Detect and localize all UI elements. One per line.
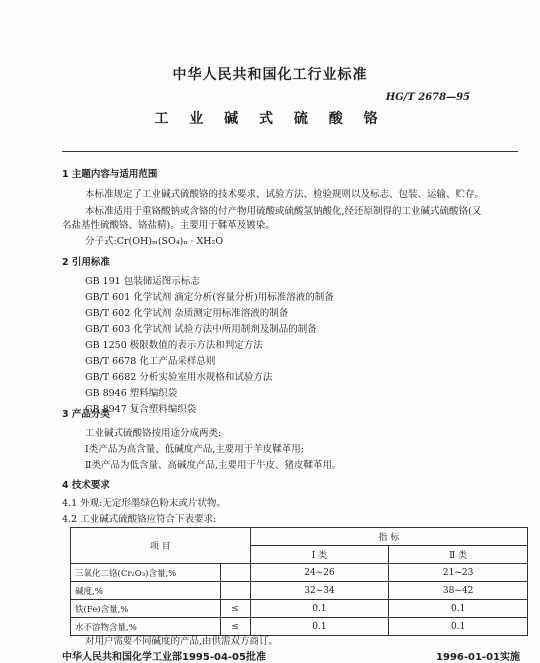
header-divider: [62, 151, 518, 152]
requirement-4-2: 4.2 工业碱式硫酸铬应符合下表要求:: [62, 514, 217, 525]
table-header-class-1: Ⅰ 类: [250, 546, 389, 564]
section-1-paragraph-1: 本标准规定了工业碱式硫酸铬的技术要求、试验方法、检验规则以及标志、包装、运输、贮存。: [85, 189, 485, 200]
reference-item: GB 8946 塑料编织袋: [85, 388, 178, 399]
table-header-index: 指 标: [250, 528, 527, 546]
table-header-class-2: Ⅱ 类: [389, 546, 528, 564]
row-value-class-1: 24~26: [250, 564, 389, 582]
implementation-date: 1996-01-01实施: [436, 652, 520, 663]
reference-item: GB/T 6682 分析实验室用水规格和试验方法: [85, 372, 273, 383]
reference-item: GB/T 603 化学试剂 试验方法中所用制剂及制品的制备: [85, 324, 317, 335]
row-value-class-2: 0.1: [389, 618, 528, 636]
class-2-description: Ⅱ类产品为低含量、高碱度产品,主要用于牛皮、猪皮鞣革用。: [85, 460, 342, 471]
approval-line: 中华人民共和国化学工业部1995-04-05批准: [62, 652, 266, 663]
reference-item: GB/T 6678 化工产品采样总则: [85, 356, 216, 367]
row-operator: ≤: [220, 600, 250, 618]
row-name: 水不溶物含量,%: [71, 618, 221, 636]
row-value-class-2: 0.1: [389, 600, 528, 618]
section-4-heading: 4 技术要求: [62, 480, 110, 491]
reference-item: GB/T 602 化学试剂 杂质测定用标准溶液的制备: [85, 308, 289, 319]
requirements-table: [70, 527, 528, 636]
table-row: [71, 600, 528, 618]
standard-org-title: 中华人民共和国化工行业标准: [172, 67, 368, 83]
row-value-class-2: 21~23: [389, 564, 528, 582]
table-header-item: 项 目: [71, 528, 251, 564]
reference-item: GB/T 601 化学试剂 滴定分析(容量分析)用标准溶液的制备: [85, 292, 334, 303]
row-value-class-2: 38~42: [389, 582, 528, 600]
row-operator: [220, 564, 250, 582]
section-2-heading: 2 引用标准: [62, 257, 110, 268]
molecular-formula: 分子式:Cr(OH)ₘ(SO₄)ₙ · XH₂O: [85, 236, 224, 247]
row-value-class-1: 0.1: [250, 618, 389, 636]
row-value-class-1: 32~34: [250, 582, 389, 600]
class-1-description: Ⅰ类产品为高含量、低碱度产品,主要用于羊皮鞣革用;: [85, 444, 304, 455]
section-1-heading: 1 主题内容与适用范围: [62, 169, 158, 180]
section-1-paragraph-2a: 本标准适用于重铬酸钠或含铬的付产物用硫酸或硫酸氢钠酸化,经还原制得的工业碱式硫酸铬(又: [85, 206, 482, 217]
reference-item: GB 8947 复合塑料编织袋: [85, 404, 197, 415]
row-value-class-1: 0.1: [250, 600, 389, 618]
row-name: 铁(Fe)含量,%: [71, 600, 221, 618]
reference-item: GB 1250 极限数值的表示方法和判定方法: [85, 340, 263, 351]
row-operator: [220, 582, 250, 600]
row-name: 三氧化二铬(Cr₂O₃)含量,%: [71, 564, 221, 582]
section-3-paragraph: 工业碱式硫酸铬按用途分成两类:: [85, 428, 222, 439]
standard-code: HG/T 2678—95: [385, 92, 470, 103]
table-note: 对用户需要不同碱度的产品,由供需双方商订。: [85, 636, 279, 647]
table-row: [71, 582, 528, 600]
section-3-heading: 3 产品分类: [62, 409, 110, 420]
row-operator: ≤: [220, 618, 250, 636]
document-title: 工 业 碱 式 硫 酸 铬: [154, 111, 386, 127]
requirement-4-1: 4.1 外观:无定形墨绿色粉末或片状物。: [62, 498, 226, 509]
row-name: 碱度,%: [71, 582, 221, 600]
reference-item: GB 191 包装储运图示标志: [85, 276, 200, 287]
table-row: [71, 564, 528, 582]
section-1-paragraph-2b: 名盐基性硫酸铬、铬盐精)。主要用于鞣革及镀染。: [62, 220, 275, 231]
